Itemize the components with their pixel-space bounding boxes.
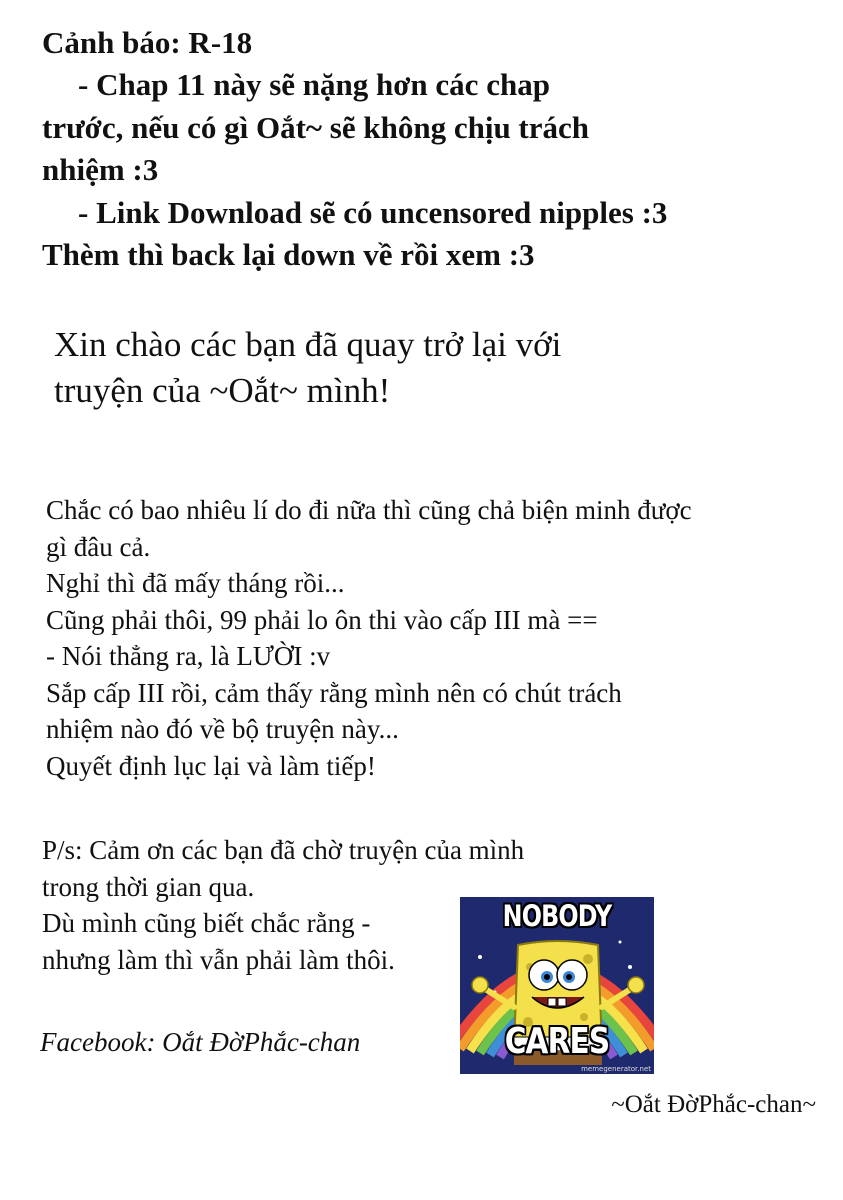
body-line: Nghỉ thì đã mấy tháng rồi...: [46, 568, 345, 598]
warning-line: trước, nếu có gì Oắt~ sẽ không chịu trách: [42, 109, 590, 145]
body-line: - Nói thẳng ra, là LƯỜI :v: [46, 641, 331, 671]
body-line: Sắp cấp III rồi, cảm thấy rằng mình nên có chút trách: [46, 677, 622, 708]
body-line: gì đâu cả.: [46, 531, 151, 562]
ps-line: Dù mình cũng biết chắc rằng -: [42, 908, 371, 938]
warning-line: Thèm thì back lại down về rồi xem :3: [42, 237, 535, 273]
meme-bottom-text: CARES: [504, 1021, 610, 1062]
warning-title: Cảnh báo: R-18: [42, 25, 253, 60]
body-line: Chắc có bao nhiêu lí do đi nữa thì cũng chả biện minh được: [46, 495, 692, 525]
meme-top-text: NOBODY: [502, 899, 612, 933]
ps-block: [42, 832, 524, 978]
nobody-cares-meme-image: [460, 897, 654, 1074]
warning-block: [42, 22, 667, 276]
ps-line: nhưng làm thì vẫn phải làm thôi.: [42, 944, 395, 975]
greeting-block: [54, 322, 561, 414]
body-line: Quyết định lục lại và làm tiếp!: [46, 750, 376, 781]
ps-line: trong thời gian qua.: [42, 871, 255, 902]
greeting-line: truyện của ~Oắt~ mình!: [54, 371, 391, 410]
facebook-credit: Facebook: Oắt ĐờPhắc-chan: [40, 1027, 361, 1057]
meme-watermark: memegenerator.net: [581, 1065, 651, 1073]
greeting-line: Xin chào các bạn đã quay trở lại với: [54, 325, 562, 364]
warning-line: - Link Download sẽ có uncensored nipples :3: [78, 194, 668, 230]
body-line: nhiệm nào đó về bộ truyện này...: [46, 714, 399, 744]
body-line: Cũng phải thôi, 99 phải lo ôn thi vào cấp III mà ==: [46, 604, 598, 635]
signature: ~Oắt ĐờPhắc-chan~: [611, 1091, 816, 1118]
body-block: [46, 492, 692, 784]
warning-line: - Chap 11 này sẽ nặng hơn các chap: [78, 67, 550, 103]
warning-line: nhiệm :3: [42, 152, 159, 188]
ps-line: P/s: Cảm ơn các bạn đã chờ truyện của mình: [42, 835, 525, 865]
